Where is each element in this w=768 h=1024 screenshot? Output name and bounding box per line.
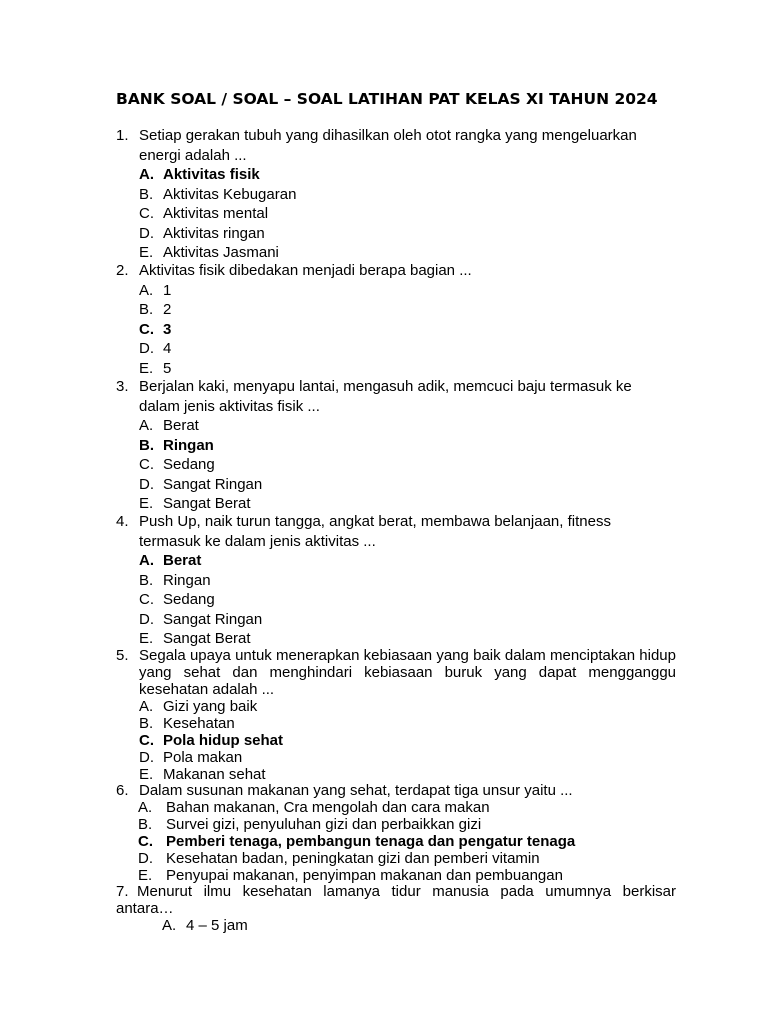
option-d: D. Sangat Ringan	[139, 475, 263, 493]
option-b: B. Aktivitas Kebugaran	[139, 185, 297, 203]
options-list	[116, 165, 676, 263]
option-a: A. 4 – 5 jam	[162, 917, 248, 934]
option-e: E. Sangat Berat	[139, 495, 251, 512]
question-3	[116, 377, 676, 514]
options-list	[116, 698, 676, 783]
option-d: D. Sangat Ringan	[139, 610, 263, 628]
option-e: E. Penyupai makanan, penyimpan makanan dan pembuangan	[138, 867, 563, 884]
option-a: A. Aktivitas fisik	[139, 166, 260, 183]
options-list	[116, 799, 676, 884]
question-number: 6.	[116, 782, 129, 799]
question-number: 7.	[116, 883, 129, 900]
option-c: C. 3	[139, 320, 172, 338]
question-6	[116, 782, 676, 884]
option-d: D. Pola makan	[139, 749, 243, 766]
option-a: A. Berat	[139, 417, 199, 434]
question-5	[116, 647, 676, 783]
option-b: B. 2	[139, 301, 172, 318]
option-d: D. Aktivitas ringan	[139, 224, 265, 242]
question-number: 2.	[116, 262, 129, 279]
question-text: 1. Setiap gerakan tubuh yang dihasilkan oleh otot rangka yang mengeluarkan energi adalah ...	[116, 127, 637, 164]
option-a: A. Berat	[139, 552, 202, 569]
question-text: 6. Dalam susunan makanan yang sehat, terdapat tiga unsur yaitu ...	[116, 782, 573, 799]
question-number: 3.	[116, 378, 129, 395]
question-number: 5.	[116, 647, 129, 664]
option-c: C. Pola hidup sehat	[139, 732, 284, 749]
option-b: B. Survei gizi, penyuluhan gizi dan perbaikkan gizi	[138, 816, 482, 833]
option-c: C. Aktivitas mental	[139, 205, 269, 222]
option-d: D. Kesehatan badan, peningkatan gizi dan pemberi vitamin	[138, 850, 540, 867]
question-text: 5. Segala upaya untuk menerapkan kebiasaan yang baik dalam menciptakan hidup yang sehat dan menghindari kebiasaan buruk yang dapat mengganggu kesehatan adalah ...	[116, 647, 676, 698]
option-b: B. Ringan	[139, 436, 214, 454]
question-text: 7. Menurut ilmu kesehatan lamanya tidur manusia pada umumnya berkisar antara…	[116, 883, 676, 917]
option-a: A. 1	[139, 281, 172, 299]
question-text: 3. Berjalan kaki, menyapu lantai, mengasuh adik, memcuci baju termasuk ke dalam jenis aktivitas fisik ...	[116, 378, 632, 415]
option-a: A. Bahan makanan, Cra mengolah dan cara makan	[138, 799, 490, 816]
option-c: C. Sedang	[139, 456, 215, 473]
question-7	[116, 883, 676, 934]
question-1	[116, 126, 676, 263]
question-text: 2. Aktivitas fisik dibedakan menjadi berapa bagian ...	[116, 262, 472, 279]
option-b: B. Ringan	[139, 571, 211, 589]
question-4	[116, 512, 676, 649]
option-e: E. Makanan sehat	[139, 766, 266, 783]
option-c: C. Pemberi tenaga, pembangun tenaga dan pengatur tenaga	[138, 833, 576, 850]
options-list	[116, 416, 676, 514]
question-number: 4.	[116, 513, 129, 530]
option-e: E. 5	[139, 359, 172, 377]
options-list	[116, 281, 676, 379]
option-e: E. Aktivitas Jasmani	[139, 244, 279, 261]
option-a: A. Gizi yang baik	[139, 698, 258, 715]
option-d: D. 4	[139, 340, 172, 357]
question-2	[116, 261, 676, 378]
option-c: C. Sedang	[139, 591, 215, 608]
question-text: 4. Push Up, naik turun tangga, angkat berat, membawa belanjaan, fitness termasuk ke dalam jenis aktivitas ...	[116, 513, 611, 550]
option-e: E. Sangat Berat	[139, 630, 251, 647]
option-b: B. Kesehatan	[139, 715, 235, 732]
options-list	[116, 551, 676, 649]
question-number: 1.	[116, 127, 129, 144]
options-list	[116, 917, 676, 934]
document-title: BANK SOAL / SOAL – SOAL LATIHAN PAT KELAS XI TAHUN 2024	[116, 90, 658, 108]
